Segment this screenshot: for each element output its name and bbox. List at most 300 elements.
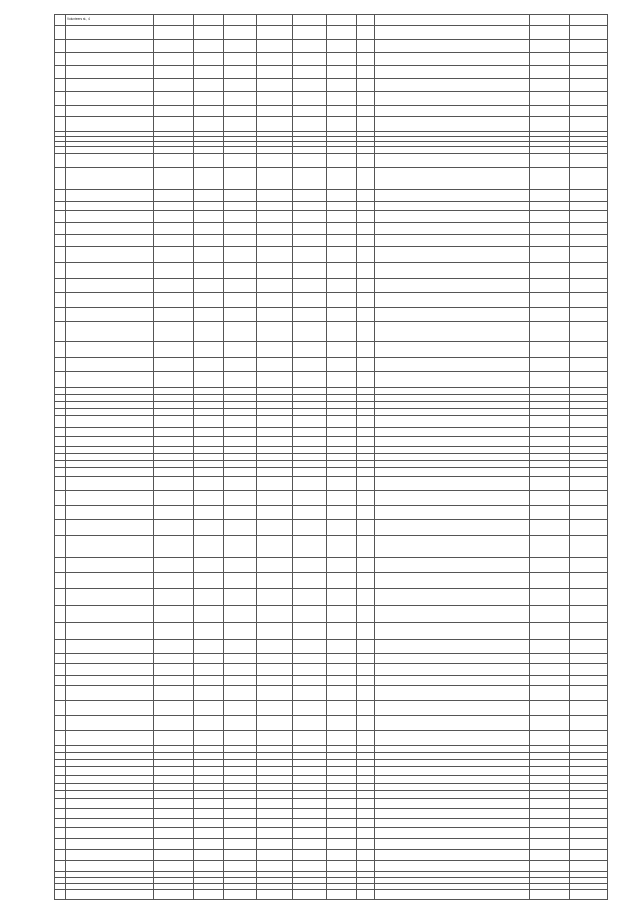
- cell-area: [224, 154, 257, 168]
- cell-addr: [66, 322, 154, 342]
- cell-desc: [375, 202, 530, 211]
- cell-c8: [327, 15, 357, 26]
- cell-area: [224, 819, 257, 828]
- cell-floors: [293, 606, 327, 623]
- table-row: [55, 15, 608, 26]
- cell-c8: [327, 388, 357, 395]
- cell-floors: [293, 53, 327, 66]
- cell-desc: [375, 322, 530, 342]
- cell-addr: [66, 861, 154, 872]
- cell-area: [224, 890, 257, 900]
- table-row: [55, 776, 608, 784]
- cell-n: [55, 606, 66, 623]
- table-row: [55, 676, 608, 686]
- cell-desc: [375, 372, 530, 388]
- cell-addr: [66, 247, 154, 263]
- cell-floors: [293, 235, 327, 247]
- cell-c8: [327, 477, 357, 491]
- cell-area: [224, 454, 257, 461]
- cell-c8: [327, 26, 357, 40]
- cell-year: [194, 26, 224, 40]
- cell-c9: [357, 760, 375, 767]
- cell-area: [224, 211, 257, 223]
- cell-floors: [293, 784, 327, 791]
- cell-desc_year: [530, 477, 570, 491]
- cell-addr: [66, 461, 154, 468]
- cell-code: [154, 247, 194, 263]
- cell-area: [224, 809, 257, 819]
- cell-year: [194, 66, 224, 79]
- cell-c8: [327, 322, 357, 342]
- cell-cost: [570, 308, 608, 322]
- cell-cost: [570, 799, 608, 809]
- table-row: [55, 799, 608, 809]
- cell-floors: [293, 701, 327, 716]
- cell-code: [154, 839, 194, 850]
- cell-c8: [327, 53, 357, 66]
- cell-n: [55, 358, 66, 372]
- cell-desc_year: [530, 623, 570, 640]
- cell-c8: [327, 342, 357, 358]
- table-row: [55, 454, 608, 461]
- cell-cost: [570, 322, 608, 342]
- table-row: [55, 753, 608, 760]
- cell-cost: [570, 558, 608, 573]
- cell-area: [224, 558, 257, 573]
- cell-code: [154, 468, 194, 477]
- cell-area2: [257, 416, 293, 428]
- cell-c9: [357, 279, 375, 293]
- cell-area2: [257, 428, 293, 437]
- cell-c9: [357, 154, 375, 168]
- cell-year: [194, 92, 224, 106]
- cell-year: [194, 520, 224, 536]
- cell-code: [154, 760, 194, 767]
- cell-n: [55, 428, 66, 437]
- cell-area2: [257, 606, 293, 623]
- cell-floors: [293, 79, 327, 92]
- cell-code: [154, 664, 194, 676]
- cell-year: [194, 279, 224, 293]
- cell-cost: [570, 416, 608, 428]
- cell-area: [224, 66, 257, 79]
- cell-n: [55, 79, 66, 92]
- cell-n: [55, 799, 66, 809]
- cell-year: [194, 416, 224, 428]
- cell-addr: [66, 623, 154, 640]
- cell-c9: [357, 342, 375, 358]
- cell-cost: [570, 279, 608, 293]
- cell-c9: [357, 746, 375, 753]
- cell-desc: [375, 66, 530, 79]
- cell-desc: [375, 767, 530, 776]
- cell-area2: [257, 308, 293, 322]
- cell-desc_year: [530, 147, 570, 154]
- cell-desc_year: [530, 322, 570, 342]
- cell-area2: [257, 784, 293, 791]
- cell-year: [194, 322, 224, 342]
- cell-area2: [257, 760, 293, 767]
- cell-year: [194, 573, 224, 589]
- cell-code: [154, 506, 194, 520]
- cell-year: [194, 223, 224, 235]
- cell-n: [55, 342, 66, 358]
- cell-area2: [257, 701, 293, 716]
- cell-code: [154, 154, 194, 168]
- cell-area: [224, 753, 257, 760]
- cell-addr: [66, 416, 154, 428]
- table-row: [55, 402, 608, 409]
- table-row: [55, 589, 608, 606]
- table-row: [55, 190, 608, 202]
- cell-cost: [570, 15, 608, 26]
- cell-n: [55, 66, 66, 79]
- cell-area2: [257, 791, 293, 799]
- cell-addr: [66, 753, 154, 760]
- cell-floors: [293, 428, 327, 437]
- cell-desc_year: [530, 154, 570, 168]
- cell-cost: [570, 372, 608, 388]
- cell-area: [224, 79, 257, 92]
- cell-desc_year: [530, 506, 570, 520]
- cell-floors: [293, 799, 327, 809]
- cell-desc: [375, 850, 530, 861]
- table-row: [55, 79, 608, 92]
- cell-code: [154, 606, 194, 623]
- cell-cost: [570, 437, 608, 447]
- cell-c9: [357, 92, 375, 106]
- cell-floors: [293, 416, 327, 428]
- table-row: [55, 388, 608, 395]
- cell-addr: [66, 716, 154, 731]
- cell-area: [224, 731, 257, 746]
- cell-desc: [375, 623, 530, 640]
- cell-area2: [257, 147, 293, 154]
- cell-cost: [570, 520, 608, 536]
- cell-floors: [293, 15, 327, 26]
- cell-c8: [327, 40, 357, 53]
- cell-c8: [327, 395, 357, 402]
- cell-c8: [327, 402, 357, 409]
- cell-desc_year: [530, 731, 570, 746]
- cell-floors: [293, 716, 327, 731]
- cell-area: [224, 520, 257, 536]
- cell-desc_year: [530, 776, 570, 784]
- cell-year: [194, 247, 224, 263]
- cell-c9: [357, 791, 375, 799]
- cell-c9: [357, 850, 375, 861]
- cell-c8: [327, 676, 357, 686]
- cell-desc_year: [530, 66, 570, 79]
- cell-addr: [66, 147, 154, 154]
- cell-desc_year: [530, 106, 570, 117]
- cell-cost: [570, 409, 608, 416]
- cell-addr: [66, 640, 154, 654]
- cell-year: [194, 428, 224, 437]
- cell-year: [194, 117, 224, 132]
- cell-addr: [66, 731, 154, 746]
- cell-cost: [570, 40, 608, 53]
- table-row: [55, 416, 608, 428]
- cell-floors: [293, 147, 327, 154]
- cell-n: [55, 861, 66, 872]
- table-row: [55, 211, 608, 223]
- cell-c9: [357, 168, 375, 190]
- cell-code: [154, 15, 194, 26]
- cell-c9: [357, 117, 375, 132]
- cell-desc: [375, 664, 530, 676]
- cell-floors: [293, 106, 327, 117]
- cell-area: [224, 686, 257, 701]
- table-row: [55, 686, 608, 701]
- cell-area: [224, 15, 257, 26]
- table-row: [55, 409, 608, 416]
- cell-desc_year: [530, 606, 570, 623]
- cell-area2: [257, 828, 293, 839]
- cell-desc: [375, 293, 530, 308]
- cell-c9: [357, 395, 375, 402]
- cell-floors: [293, 760, 327, 767]
- cell-area2: [257, 211, 293, 223]
- cell-area2: [257, 558, 293, 573]
- cell-year: [194, 767, 224, 776]
- cell-c9: [357, 358, 375, 372]
- cell-n: [55, 279, 66, 293]
- cell-desc_year: [530, 746, 570, 753]
- cell-c8: [327, 536, 357, 558]
- cell-area2: [257, 92, 293, 106]
- cell-desc: [375, 746, 530, 753]
- cell-desc: [375, 416, 530, 428]
- table-row: [55, 468, 608, 477]
- cell-year: [194, 409, 224, 416]
- cell-area: [224, 308, 257, 322]
- cell-c9: [357, 388, 375, 395]
- cell-area: [224, 437, 257, 447]
- cell-c9: [357, 861, 375, 872]
- cell-c8: [327, 776, 357, 784]
- cell-c9: [357, 664, 375, 676]
- cell-desc_year: [530, 767, 570, 776]
- cell-cost: [570, 461, 608, 468]
- property-register-table: [54, 14, 608, 900]
- cell-area2: [257, 263, 293, 279]
- cell-n: [55, 235, 66, 247]
- cell-c9: [357, 428, 375, 437]
- cell-c9: [357, 53, 375, 66]
- cell-desc: [375, 190, 530, 202]
- cell-c9: [357, 223, 375, 235]
- cell-area2: [257, 776, 293, 784]
- cell-desc: [375, 791, 530, 799]
- cell-n: [55, 106, 66, 117]
- cell-year: [194, 106, 224, 117]
- cell-area: [224, 784, 257, 791]
- cell-desc: [375, 92, 530, 106]
- cell-n: [55, 791, 66, 799]
- cell-code: [154, 40, 194, 53]
- cell-cost: [570, 79, 608, 92]
- cell-area2: [257, 454, 293, 461]
- cell-floors: [293, 154, 327, 168]
- cell-cost: [570, 26, 608, 40]
- cell-desc: [375, 520, 530, 536]
- cell-area: [224, 388, 257, 395]
- cell-cost: [570, 686, 608, 701]
- cell-addr: [66, 66, 154, 79]
- cell-c8: [327, 809, 357, 819]
- table-row: [55, 92, 608, 106]
- cell-cost: [570, 53, 608, 66]
- cell-c8: [327, 308, 357, 322]
- cell-year: [194, 640, 224, 654]
- cell-floors: [293, 247, 327, 263]
- cell-c8: [327, 279, 357, 293]
- cell-c9: [357, 809, 375, 819]
- cell-cost: [570, 211, 608, 223]
- cell-c9: [357, 506, 375, 520]
- cell-year: [194, 40, 224, 53]
- cell-floors: [293, 202, 327, 211]
- cell-n: [55, 676, 66, 686]
- cell-area2: [257, 117, 293, 132]
- table-row: [55, 606, 608, 623]
- cell-desc_year: [530, 640, 570, 654]
- cell-code: [154, 776, 194, 784]
- cell-addr: [66, 491, 154, 506]
- cell-year: [194, 437, 224, 447]
- cell-c8: [327, 190, 357, 202]
- cell-floors: [293, 558, 327, 573]
- cell-n: [55, 168, 66, 190]
- cell-area: [224, 428, 257, 437]
- cell-desc: [375, 223, 530, 235]
- cell-desc_year: [530, 279, 570, 293]
- cell-area: [224, 409, 257, 416]
- cell-desc_year: [530, 791, 570, 799]
- cell-code: [154, 293, 194, 308]
- cell-code: [154, 454, 194, 461]
- cell-floors: [293, 753, 327, 760]
- cell-addr: [66, 92, 154, 106]
- cell-floors: [293, 402, 327, 409]
- table-row: [55, 247, 608, 263]
- cell-desc: [375, 573, 530, 589]
- cell-addr: [66, 342, 154, 358]
- cell-desc: [375, 388, 530, 395]
- cell-area: [224, 468, 257, 477]
- cell-area: [224, 279, 257, 293]
- cell-area: [224, 223, 257, 235]
- cell-addr: [66, 211, 154, 223]
- cell-year: [194, 358, 224, 372]
- cell-year: [194, 861, 224, 872]
- table-row: [55, 623, 608, 640]
- cell-desc_year: [530, 409, 570, 416]
- cell-cost: [570, 753, 608, 760]
- cell-c8: [327, 491, 357, 506]
- cell-year: [194, 731, 224, 746]
- table-row: [55, 447, 608, 454]
- cell-cost: [570, 147, 608, 154]
- cell-desc_year: [530, 520, 570, 536]
- cell-addr: [66, 828, 154, 839]
- cell-area2: [257, 731, 293, 746]
- cell-addr: [66, 293, 154, 308]
- cell-n: [55, 506, 66, 520]
- cell-desc_year: [530, 809, 570, 819]
- cell-year: [194, 154, 224, 168]
- cell-floors: [293, 447, 327, 454]
- cell-n: [55, 402, 66, 409]
- table-row: [55, 428, 608, 437]
- cell-n: [55, 388, 66, 395]
- cell-code: [154, 654, 194, 664]
- cell-area2: [257, 154, 293, 168]
- cell-code: [154, 520, 194, 536]
- cell-desc_year: [530, 461, 570, 468]
- cell-desc_year: [530, 428, 570, 437]
- cell-code: [154, 767, 194, 776]
- cell-floors: [293, 409, 327, 416]
- cell-n: [55, 753, 66, 760]
- cell-area: [224, 506, 257, 520]
- cell-code: [154, 79, 194, 92]
- cell-c9: [357, 447, 375, 454]
- cell-floors: [293, 506, 327, 520]
- cell-code: [154, 147, 194, 154]
- cell-desc_year: [530, 247, 570, 263]
- cell-area2: [257, 589, 293, 606]
- cell-cost: [570, 388, 608, 395]
- cell-code: [154, 202, 194, 211]
- cell-cost: [570, 428, 608, 437]
- cell-floors: [293, 461, 327, 468]
- cell-desc: [375, 760, 530, 767]
- cell-c8: [327, 409, 357, 416]
- cell-area2: [257, 395, 293, 402]
- cell-cost: [570, 342, 608, 358]
- cell-year: [194, 664, 224, 676]
- cell-code: [154, 850, 194, 861]
- cell-n: [55, 468, 66, 477]
- cell-n: [55, 147, 66, 154]
- cell-year: [194, 701, 224, 716]
- cell-desc_year: [530, 589, 570, 606]
- cell-c9: [357, 402, 375, 409]
- cell-addr: [66, 202, 154, 211]
- cell-floors: [293, 117, 327, 132]
- cell-addr: [66, 809, 154, 819]
- cell-c9: [357, 654, 375, 664]
- cell-desc: [375, 784, 530, 791]
- cell-c8: [327, 154, 357, 168]
- cell-c9: [357, 799, 375, 809]
- cell-c9: [357, 211, 375, 223]
- cell-c8: [327, 372, 357, 388]
- cell-floors: [293, 491, 327, 506]
- cell-desc_year: [530, 716, 570, 731]
- cell-n: [55, 746, 66, 753]
- cell-code: [154, 784, 194, 791]
- cell-year: [194, 839, 224, 850]
- cell-area: [224, 850, 257, 861]
- cell-area: [224, 654, 257, 664]
- cell-c9: [357, 40, 375, 53]
- cell-floors: [293, 589, 327, 606]
- cell-code: [154, 263, 194, 279]
- cell-desc: [375, 117, 530, 132]
